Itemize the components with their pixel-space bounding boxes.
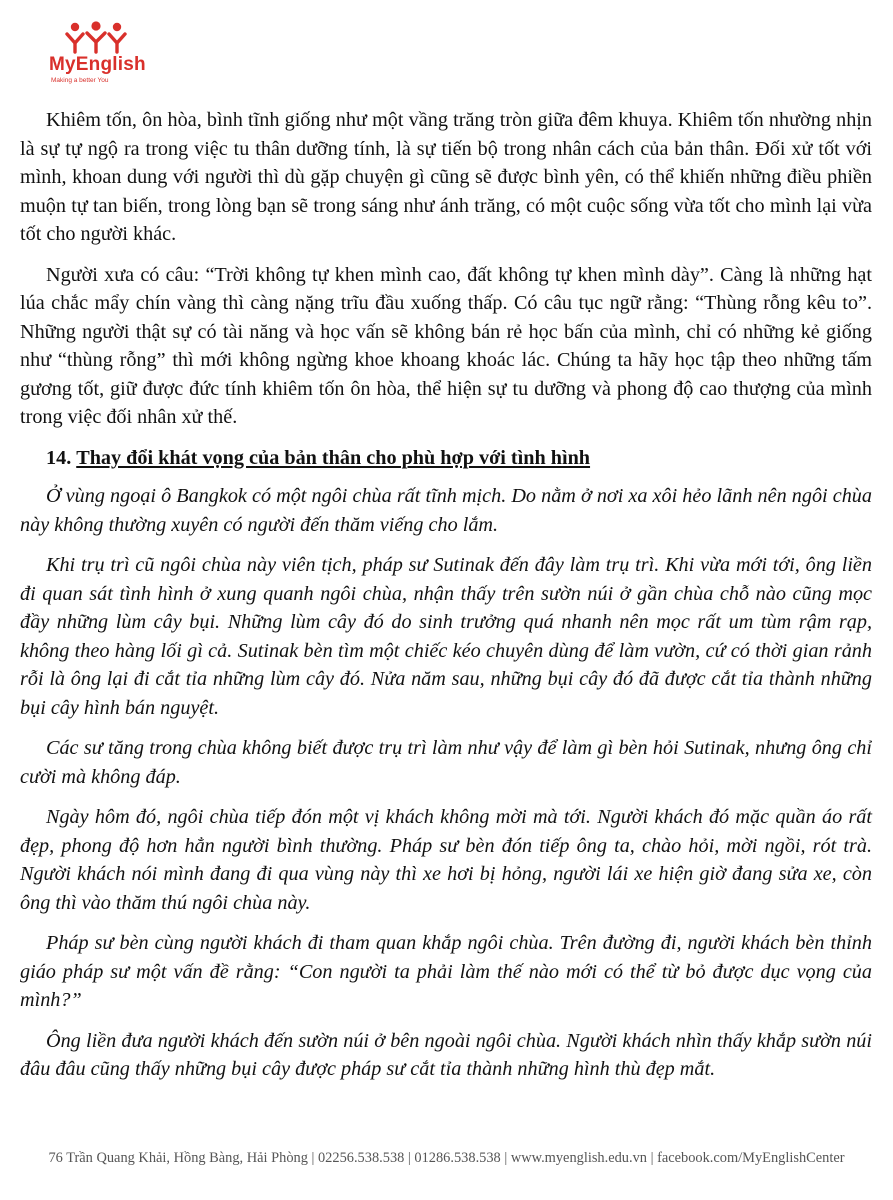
section-title: Thay đổi khát vọng của bản thân cho phù hợp với tình hình [76,446,591,469]
people-logo-icon [65,20,127,54]
section-number: 14. [46,446,72,469]
page-footer: 76 Trần Quang Khải, Hồng Bàng, Hải Phòng | 02256.538.538 | 01286.538.538 | www.myenglish.edu.vn | facebook.com/MyEnglishCenter [48,1150,845,1166]
story-paragraph: Ở vùng ngoại ô Bangkok có một ngôi chùa rất tĩnh mịch. Do nằm ở nơi xa xôi hẻo lãnh nên ngôi chùa này không thường xuyên có người đến thăm viếng cho lắm. [20,485,872,536]
paragraph: Người xưa có câu: “Trời không tự khen mình cao, đất không tự khen mình dày”. Càng là những hạt lúa chắc mẩy chín vàng thì càng nặng trĩu đầu xuống thấp. Có câu tục ngữ rằng: “Thùng rỗng kêu to”. Những người thật sự có tài năng và học vấn sẽ không bán rẻ học bấn của mình, chỉ có những kẻ giống như “thùng rỗng” thì mới không ngừng khoe khoang khoác lác. Chúng ta hãy học tập theo những tấm gương tốt, giữ được đức tính khiêm tốn ôn hòa, thể hiện sự tu dưỡng và phong độ cao thượng của mình trong việc đối nhân xử thế. [20,263,872,428]
story-paragraph: Ngày hôm đó, ngôi chùa tiếp đón một vị khách không mời mà tới. Người khách đó mặc quần áo rất đẹp, phong độ hơn hẳn người bình thường. Pháp sư bèn đón tiếp ông ta, chào hỏi, mời ngồi, rót trà. Người khách nói mình đang đi qua vùng này thì xe hơi bị hỏng, người lái xe hiện giờ đang sửa xe, còn ông thì vào thăm thú ngôi chùa này. [20,806,872,914]
story-paragraph: Ông liền đưa người khách đến sườn núi ở bên ngoài ngôi chùa. Người khách nhìn thấy khắp sườn núi đâu đâu cũng thấy những bụi cây được pháp sư cắt tỉa thành những hình thù đẹp mắt. [20,1029,872,1080]
brand-logo [49,20,159,90]
document-body [20,106,872,1096]
paragraph: Khiêm tốn, ôn hòa, bình tĩnh giống như một vầng trăng tròn giữa đêm khuya. Khiêm tốn nhường nhịn là sự tự ngộ ra trong việc tu thân dưỡng tính, là sự tiến bộ trong nhân cách của bản thân. Đối xử tốt với mình, khoan dung với người thì dù gặp chuyện gì cũng sẽ được bình yên, có thể khiến những điều phiền muộn tự tan biến, trong lòng bạn sẽ trong sáng như ánh trăng, có một cuộc sống vừa tốt cho mình lại vừa tốt cho người khác. [20,109,872,245]
brand-tagline: Making a better You [51,77,109,84]
story-paragraph: Pháp sư bèn cùng người khách đi tham quan khắp ngôi chùa. Trên đường đi, người khách bèn thỉnh giáo pháp sư một vấn đề rằng: “Con người ta phải làm thế nào mới có thể từ bỏ được dục vọng của mình?” [20,932,872,1011]
story-paragraph: Các sư tăng trong chùa không biết được trụ trì làm như vậy để làm gì bèn hỏi Sutinak, nhưng ông chỉ cười mà không đáp. [20,737,872,788]
section-heading [20,444,872,473]
brand-name: MyEnglish [49,54,146,75]
story-paragraph: Khi trụ trì cũ ngôi chùa này viên tịch, pháp sư Sutinak đến đây làm trụ trì. Khi vừa mới tới, ông liền đi quan sát tình hình ở xung quanh ngôi chùa, nhận thấy trên sườn núi ở gần chùa chỗ nào cũng mọc đầy những lùm cây bụi. Những lùm cây đó do sinh trưởng quá nhanh nên mọc rất um tùm rậm rạp, không theo hàng lối gì cả. Sutinak bèn tìm một chiếc kéo chuyên dùng để làm vườn, cứ có thời gian rảnh rỗi là ông lại đi cắt tỉa những lùm cây đó. Nửa năm sau, những bụi cây đó đã được cắt tỉa thành những bụi cây hình bán nguyệt. [20,554,872,719]
